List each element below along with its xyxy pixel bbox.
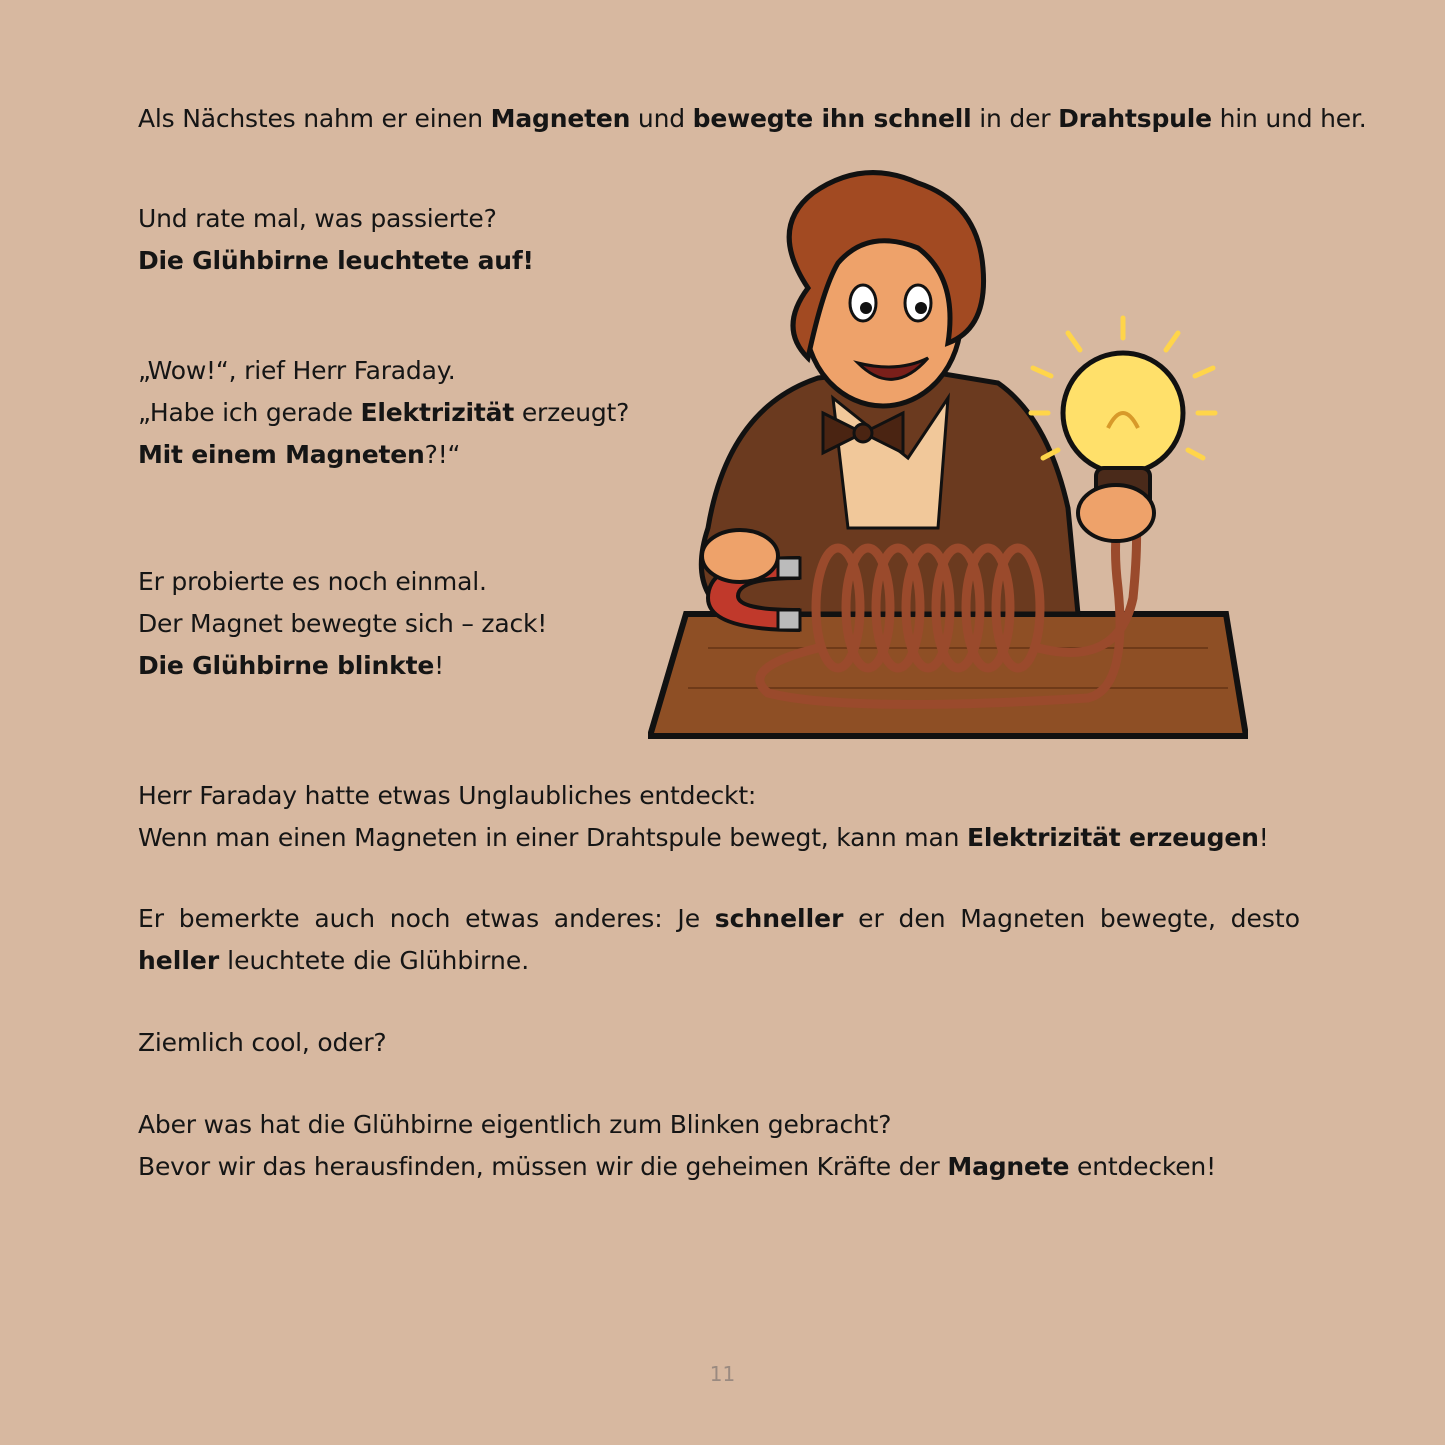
observation-segment: Er bemerkte auch noch etwas anderes: Je [138, 904, 715, 933]
discovery_line2-segment: Elektrizität erzeugen [966, 823, 1259, 852]
page-number: 11 [709, 1362, 736, 1386]
quote_line2-segment: Elektrizität [360, 398, 515, 427]
retry_line3-segment: Die Glühbirne blinkte [138, 651, 435, 680]
outro-line-1: Aber was hat die Glühbirne eigentlich zum Blinken gebracht? [138, 1110, 892, 1139]
intro-segment: und [630, 104, 693, 133]
observation-segment: leuchtete die Glühbirne. [219, 946, 530, 975]
intro-segment: in der [971, 104, 1059, 133]
quote_line2-segment: „Habe ich gerade [138, 398, 361, 427]
quote-line-3 [138, 434, 460, 476]
observation-paragraph [138, 898, 1300, 982]
observation-segment: schneller [714, 904, 844, 933]
outro_line2-segment: Magnete [947, 1152, 1070, 1181]
faraday-illustration [648, 168, 1248, 743]
retry-line-2: Der Magnet bewegte sich – zack! [138, 609, 548, 638]
quote_line3-segment: Mit einem Magneten [138, 440, 425, 469]
retry-line-3 [138, 645, 444, 687]
discovery_line2-segment: ! [1258, 823, 1269, 852]
discovery-line-1: Herr Faraday hatte etwas Unglaubliches entdeckt: [138, 781, 757, 810]
left-hand [702, 530, 778, 582]
intro-segment: Als Nächstes nahm er einen [138, 104, 491, 133]
intro-line [138, 98, 1366, 140]
answer-line: Die Glühbirne leuchtete auf! [138, 246, 534, 275]
intro-segment: Magneten [490, 104, 631, 133]
outro_line2-segment: Bevor wir das herausfinden, müssen wir die geheimen Kräfte der [138, 1152, 948, 1181]
quote_line3-segment: ?!“ [424, 440, 461, 469]
quote_line2-segment: erzeugt? [514, 398, 630, 427]
cool-line: Ziemlich cool, oder? [138, 1028, 387, 1057]
intro-segment: bewegte ihn schnell [692, 104, 972, 133]
question-line: Und rate mal, was passierte? [138, 204, 497, 233]
retry-line-1: Er probierte es noch einmal. [138, 567, 487, 596]
outro-line-2 [138, 1146, 1216, 1188]
intro-segment: hin und her. [1211, 104, 1367, 133]
observation-segment: heller [138, 946, 220, 975]
quote-line-1: „Wow!“, rief Herr Faraday. [138, 356, 456, 385]
intro-segment: Drahtspule [1058, 104, 1212, 133]
quote-line-2 [138, 392, 629, 434]
observation-segment: er den Magneten bewegte, desto [843, 904, 1300, 933]
discovery-line-2 [138, 817, 1269, 859]
retry_line3-segment: ! [434, 651, 444, 680]
right-hand [1078, 485, 1154, 541]
discovery_line2-segment: Wenn man einen Magneten in einer Drahtspule bewegt, kann man [138, 823, 967, 852]
outro_line2-segment: entdecken! [1069, 1152, 1216, 1181]
